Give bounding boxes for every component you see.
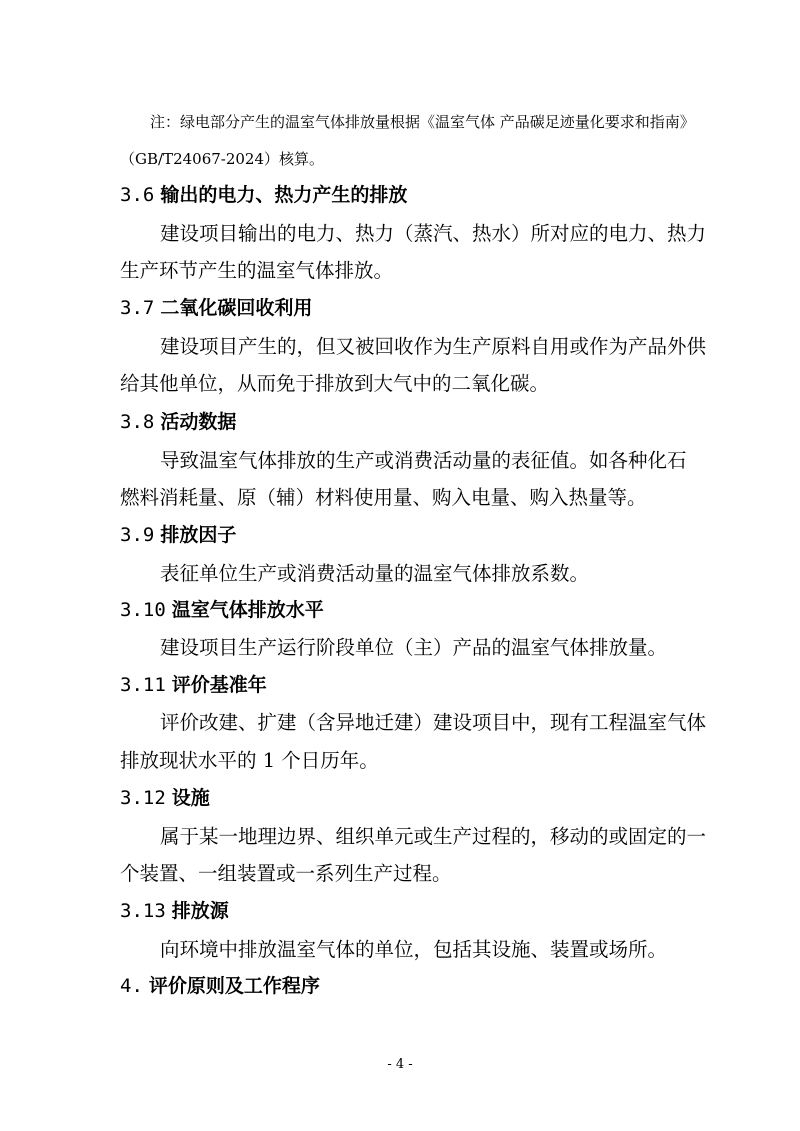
section-number: 3.11 (120, 674, 166, 696)
paragraph-line: 个装置、一组装置或一系列生产过程。 (120, 862, 452, 885)
paragraph-line: 生产环节产生的温室气体排放。 (120, 259, 394, 282)
paragraph-line: 评价改建、扩建（含异地迁建）建设项目中，现有工程温室气体 (160, 711, 707, 734)
section-title: 活动数据 (160, 411, 237, 433)
section-heading (120, 977, 320, 996)
paragraph-line: 排放现状水平的 1 个日历年。 (120, 749, 379, 772)
section-number: 3.6 (120, 184, 155, 206)
paragraph-line: 表征单位生产或消费活动量的温室气体排放系数。 (160, 562, 590, 585)
section-number: 3.9 (120, 524, 155, 546)
section-heading (120, 789, 210, 808)
section-title: 温室气体排放水平 (171, 599, 324, 621)
section-number: 3.12 (120, 787, 166, 809)
section-heading (120, 299, 312, 318)
paragraph-line: 给其他单位，从而免于排放到大气中的二氧化碳。 (120, 372, 550, 395)
section-heading (120, 526, 236, 545)
section-title: 评价原则及工作程序 (148, 975, 320, 997)
section-title: 设施 (171, 787, 210, 809)
section-title: 排放因子 (160, 524, 237, 546)
section-number: 3.13 (120, 900, 166, 922)
paragraph-line: 向环境中排放温室气体的单位，包括其设施、装置或场所。 (160, 938, 668, 961)
section-heading (120, 902, 229, 921)
section-heading (120, 413, 236, 432)
section-number: 3.10 (120, 599, 166, 621)
section-heading (120, 676, 267, 695)
section-number: 4. (120, 975, 143, 997)
page-number: - 4 - (387, 1057, 413, 1072)
paragraph-line: 建设项目生产运行阶段单位（主）产品的温室气体排放量。 (160, 636, 668, 659)
note-line-2: （GB/T24067-2024）核算。 (120, 150, 325, 168)
section-title: 排放源 (171, 900, 229, 922)
section-number: 3.8 (120, 411, 155, 433)
section-number: 3.7 (120, 297, 155, 319)
paragraph-line: 建设项目输出的电力、热力（蒸汽、热水）所对应的电力、热力 (160, 222, 707, 245)
section-title: 输出的电力、热力产生的排放 (160, 184, 408, 206)
section-heading (120, 186, 407, 205)
paragraph-line: 建设项目产生的，但又被回收作为生产原料自用或作为产品外供 (160, 335, 707, 358)
note-line-1: 注：绿电部分产生的温室气体排放量根据《温室气体 产品碳足迹量化要求和指南》 (150, 113, 695, 131)
section-title: 评价基准年 (171, 674, 267, 696)
section-heading (120, 601, 324, 620)
paragraph-line: 燃料消耗量、原（辅）材料使用量、购入电量、购入热量等。 (120, 486, 647, 509)
paragraph-line: 属于某一地理边界、组织单元或生产过程的，移动的或固定的一 (160, 825, 707, 848)
paragraph-line: 导致温室气体排放的生产或消费活动量的表征值。如各种化石 (160, 449, 687, 472)
section-title: 二氧化碳回收利用 (160, 297, 313, 319)
